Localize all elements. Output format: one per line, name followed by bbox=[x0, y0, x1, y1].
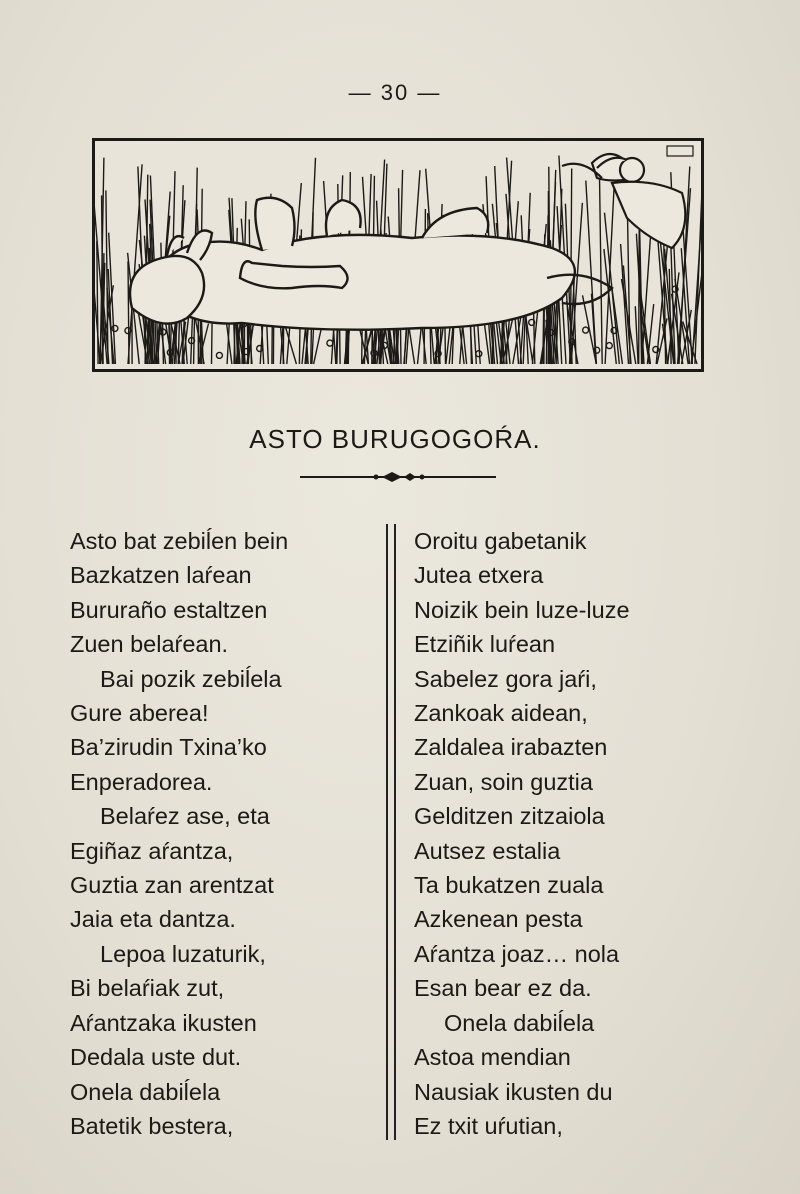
poem-line: Bururaño estaltzen bbox=[70, 596, 268, 623]
poem-line: Ez txit uŕutian, bbox=[414, 1112, 563, 1139]
poem-line: Bi belaŕiak zut, bbox=[70, 975, 225, 1002]
poem-line: Zankoak aidean, bbox=[414, 700, 588, 727]
poem-line: Dedala uste dut. bbox=[70, 1044, 242, 1071]
poem-line: Astoa mendian bbox=[414, 1044, 571, 1071]
poem-line: Ta bukatzen zuala bbox=[414, 872, 604, 899]
poem-line: Guztia zan arentzat bbox=[70, 872, 274, 899]
poem-line: Gelditzen zitzaiola bbox=[414, 803, 605, 830]
poem-line: Nausiak ikusten du bbox=[414, 1078, 613, 1105]
poem-column-left bbox=[70, 524, 380, 1143]
donkey-rolling-in-grass-drawing bbox=[92, 138, 704, 372]
poem-line: Batetik bestera, bbox=[70, 1112, 234, 1139]
poem-line: Bazkatzen laŕean bbox=[70, 562, 252, 589]
column-divider bbox=[386, 524, 396, 1140]
poem-line: Jutea etxera bbox=[414, 562, 544, 589]
poem-line: Lepoa luzaturik, bbox=[100, 940, 266, 967]
poem-column-right bbox=[414, 524, 774, 1143]
poem-title: ASTO BURUGOGOŔA. bbox=[249, 424, 541, 454]
poem-line: Azkenean pesta bbox=[414, 906, 583, 933]
poem-line: Zuan, soin guztia bbox=[414, 768, 593, 795]
poem-line: Autsez estalia bbox=[414, 837, 561, 864]
poem-line: Zuen belaŕean. bbox=[70, 631, 229, 658]
donkey-illustration bbox=[92, 138, 704, 372]
poem-line: Belaŕez ase, eta bbox=[100, 803, 270, 830]
poem-line: Oroitu gabetanik bbox=[414, 528, 587, 554]
poem-line: Onela dabiĺela bbox=[70, 1078, 221, 1105]
poem-line: Jaia eta dantza. bbox=[70, 906, 236, 933]
poem-line: Bai pozik zebiĺela bbox=[100, 665, 282, 692]
poem-line: Onela dabiĺela bbox=[444, 1009, 595, 1036]
poem-line: Enperadorea. bbox=[70, 768, 213, 795]
poem-line: Aŕantza joaz… nola bbox=[414, 940, 620, 967]
poem-line: Noizik bein luze-luze bbox=[414, 596, 630, 623]
title-ornament bbox=[300, 470, 496, 484]
poem-line: Asto bat zebiĺen bein bbox=[70, 528, 289, 554]
poem-line: Etziñik luŕean bbox=[414, 631, 556, 658]
poem-line: Gure aberea! bbox=[70, 700, 209, 727]
poem-line: Egiñaz aŕantza, bbox=[70, 837, 234, 864]
page-number: — 30 — bbox=[348, 80, 442, 105]
poem-line: Sabelez gora jaŕi, bbox=[414, 665, 597, 692]
poem-line: Zaldalea irabazten bbox=[414, 734, 608, 761]
poem-line: Esan bear ez da. bbox=[414, 975, 592, 1002]
poem-line: Aŕantzaka ikusten bbox=[70, 1009, 257, 1036]
poem-line: Ba’zirudin Txina’ko bbox=[70, 734, 267, 761]
